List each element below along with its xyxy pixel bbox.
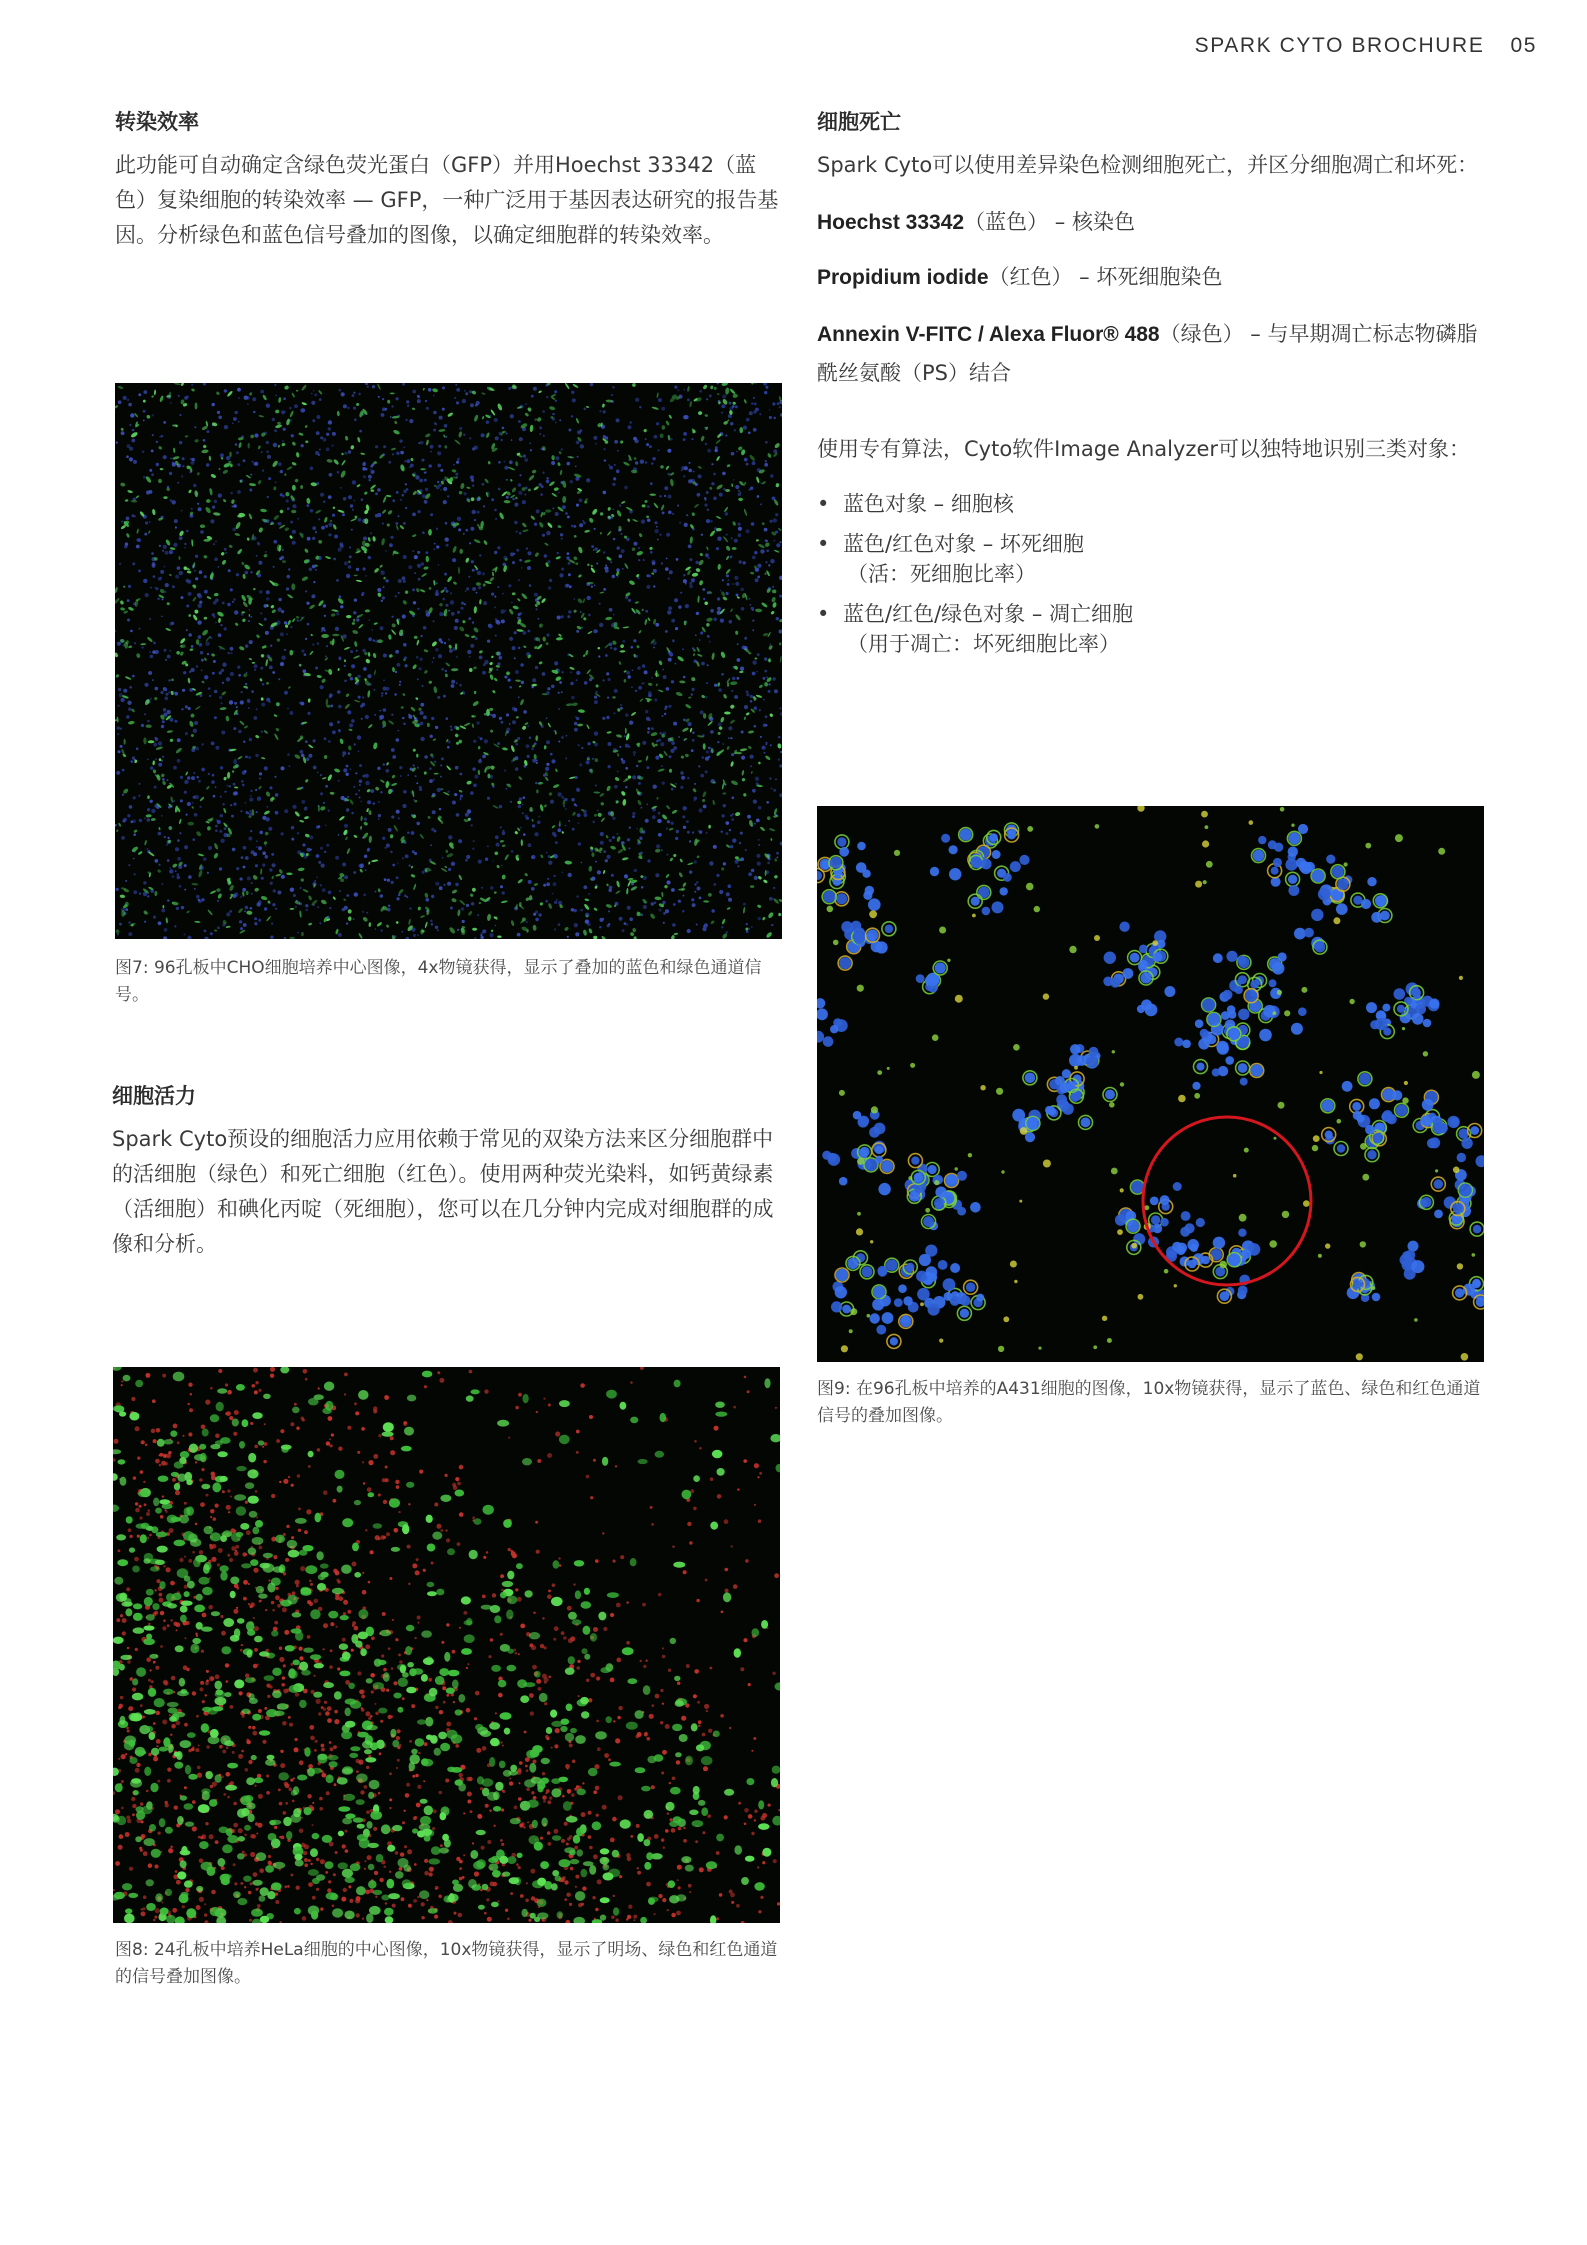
figure-8-hela-cells-image (113, 1367, 780, 1923)
cell-death-heading: 细胞死亡 (817, 110, 901, 134)
figure-7-cho-cells-image (115, 383, 782, 939)
list-item (817, 489, 1485, 519)
stain-desc: （红色） – 坏死细胞染色 (988, 265, 1223, 289)
micrograph-drawing (817, 806, 1484, 1362)
list-item-main: 蓝色/红色对象 – 坏死细胞 (843, 532, 1084, 556)
list-item-sub: （活：死细胞比率） (847, 562, 1036, 586)
cell-death-section (817, 108, 1485, 669)
list-item (817, 599, 1485, 659)
transfection-section (115, 108, 783, 253)
stain-name: Hoechst 33342 (817, 211, 965, 234)
stain-desc: （绿色） – 与早期凋亡标志物磷脂酰丝氨酸（PS）结合 (817, 322, 1478, 385)
figure-8-caption: 图8: 24孔板中培养HeLa细胞的中心图像，10x物镜获得，显示了明场、绿色和红色通道的信号叠加图像。 (115, 1940, 778, 1987)
algorithm-text: 使用专有算法，Cyto软件Image Analyzer可以独特地识别三类对象： (817, 437, 1470, 461)
object-type-list (817, 489, 1485, 659)
list-item (817, 529, 1485, 589)
micrograph-drawing (113, 1367, 780, 1923)
stain-name: Annexin V-FITC / Alexa Fluor® 488 (817, 323, 1160, 346)
viability-section (112, 1082, 780, 1262)
transfection-heading: 转染效率 (115, 110, 199, 134)
transfection-body: 此功能可自动确定含绿色荧光蛋白（GFP）并用Hoechst 33342（蓝色）复染细胞的转染效率 — GFP，一种广泛用于基因表达研究的报告基因。分析绿色和蓝色信号叠加的图像，以确定细胞群的转染效率。 (115, 153, 779, 247)
viability-heading: 细胞活力 (112, 1084, 196, 1108)
figure-9-a431-cells-image (817, 806, 1484, 1362)
cell-death-intro: Spark Cyto可以使用差异染色检测细胞死亡，并区分细胞凋亡和坏死： (817, 153, 1479, 177)
stain-propidium (817, 260, 1485, 295)
list-item-sub: （用于凋亡：坏死细胞比率） (847, 632, 1120, 656)
list-item-main: 蓝色对象 – 细胞核 (843, 492, 1014, 516)
stain-hoechst (817, 205, 1485, 240)
brochure-title: SPARK CYTO BROCHURE (1194, 34, 1485, 57)
figure-9-caption: 图9: 在96孔板中培养的A431细胞的图像，10x物镜获得，显示了蓝色、绿色和红色通道信号的叠加图像。 (817, 1379, 1481, 1426)
stain-desc: （蓝色） – 核染色 (964, 210, 1135, 234)
stain-name: Propidium iodide (817, 266, 989, 289)
list-item-main: 蓝色/红色/绿色对象 – 凋亡细胞 (843, 602, 1133, 626)
figure-7-caption: 图7: 96孔板中CHO细胞培养中心图像，4x物镜获得，显示了叠加的蓝色和绿色通道信号。 (115, 958, 762, 1005)
page-number: 05 (1510, 34, 1537, 57)
page-header (1195, 34, 1537, 58)
viability-body: Spark Cyto预设的细胞活力应用依赖于常见的双染方法来区分细胞群中的活细胞（绿色）和死亡细胞（红色）。使用两种荧光染料，如钙黄绿素（活细胞）和碘化丙啶（死细胞），您可以在几分钟内完成对细胞群的成像和分析。 (112, 1127, 774, 1256)
stain-annexin (817, 315, 1485, 392)
micrograph-drawing (115, 383, 782, 939)
